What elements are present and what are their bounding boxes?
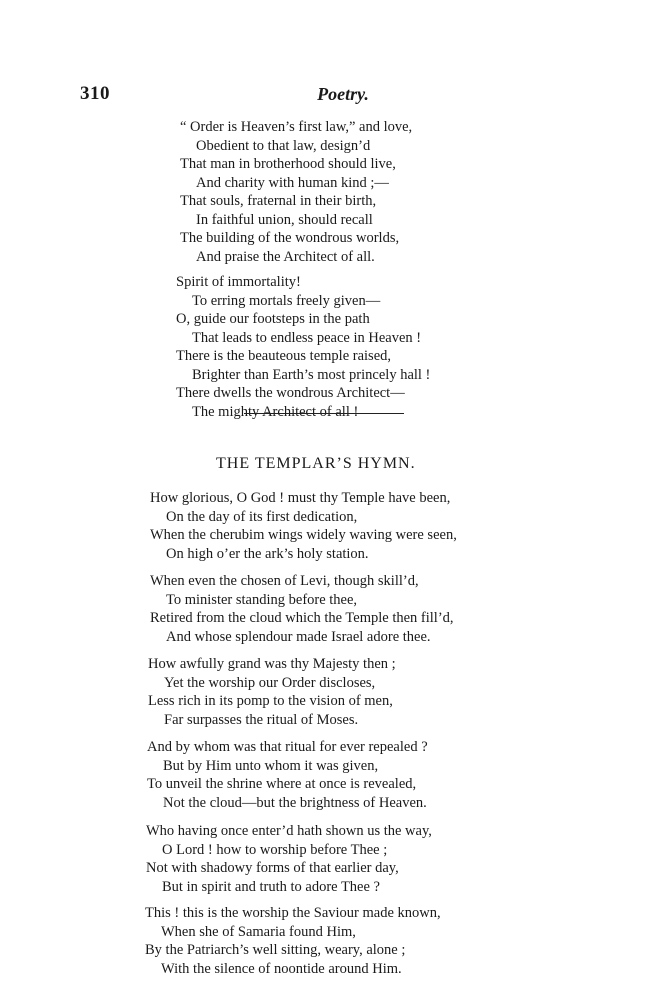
hymn-stanza xyxy=(145,904,441,978)
verse-line: Spirit of immortality! xyxy=(176,274,301,290)
hymn-title: THE TEMPLAR’S HYMN. xyxy=(216,455,416,472)
verse-line: Brighter than Earth’s most princely hall ! xyxy=(192,366,431,383)
verse-line: “ Order is Heaven’s first law,” and love, xyxy=(180,119,413,135)
verse-line: On the day of its first dedication, xyxy=(166,508,358,525)
verse-line: There dwells the wondrous Architect— xyxy=(176,385,405,401)
verse-line: That leads to endless peace in Heaven ! xyxy=(192,329,422,346)
page-number: 310 xyxy=(80,83,110,104)
verse-line: To unveil the shrine where at once is revealed, xyxy=(147,776,417,792)
verse-line: And praise the Architect of all. xyxy=(196,248,375,265)
verse-line: By the Patriarch’s well sitting, weary, alone ; xyxy=(145,942,406,958)
verse-line: This ! this is the worship the Saviour made known, xyxy=(145,905,441,921)
verse-line: Far surpasses the ritual of Moses. xyxy=(164,711,359,728)
verse-line: O, guide our footsteps in the path xyxy=(176,311,370,327)
verse-line: The mighty Architect of all ! xyxy=(192,403,359,420)
poem-stanza xyxy=(180,118,412,266)
section-divider xyxy=(244,413,404,414)
verse-line: O Lord ! how to worship before Thee ; xyxy=(162,841,388,858)
verse-line: When the cherubim wings widely waving were seen, xyxy=(150,527,457,543)
verse-line: The building of the wondrous worlds, xyxy=(180,230,400,246)
verse-line: On high o’er the ark’s holy station. xyxy=(166,545,369,562)
verse-line: Not the cloud—but the brightness of Heaven. xyxy=(163,794,427,811)
poem-stanza xyxy=(176,273,430,421)
verse-line: To minister standing before thee, xyxy=(166,591,358,608)
verse-line: There is the beauteous temple raised, xyxy=(176,348,392,364)
verse-line: But in spirit and truth to adore Thee ? xyxy=(162,878,380,895)
hymn-stanza xyxy=(146,822,432,896)
verse-line: And by whom was that ritual for ever repealed ? xyxy=(147,739,428,755)
verse-line: And whose splendour made Israel adore thee. xyxy=(166,628,431,645)
hymn-stanza xyxy=(147,738,428,812)
verse-line: When even the chosen of Levi, though skill’d, xyxy=(150,573,419,589)
verse-line: But by Him unto whom it was given, xyxy=(163,757,379,774)
verse-line: When she of Samaria found Him, xyxy=(161,923,356,940)
verse-line: In faithful union, should recall xyxy=(196,211,373,228)
verse-line: Retired from the cloud which the Temple then fill’d, xyxy=(150,610,454,626)
verse-line: Who having once enter’d hath shown us the way, xyxy=(146,823,432,839)
hymn-stanza xyxy=(148,655,396,729)
hymn-stanza xyxy=(150,572,454,646)
verse-line: Less rich in its pomp to the vision of men, xyxy=(148,693,393,709)
verse-line: Yet the worship our Order discloses, xyxy=(164,674,376,691)
verse-line: Obedient to that law, design’d xyxy=(196,137,371,154)
verse-line: That souls, fraternal in their birth, xyxy=(180,193,377,209)
verse-line: To erring mortals freely given— xyxy=(192,292,381,309)
running-title: Poetry. xyxy=(317,84,369,104)
verse-line: Not with shadowy forms of that earlier day, xyxy=(146,860,399,876)
verse-line: How glorious, O God ! must thy Temple have been, xyxy=(150,490,451,506)
hymn-stanza xyxy=(150,489,457,563)
verse-line: And charity with human kind ;— xyxy=(196,174,389,191)
verse-line: With the silence of noontide around Him. xyxy=(161,960,402,977)
verse-line: That man in brotherhood should live, xyxy=(180,156,396,172)
verse-line: How awfully grand was thy Majesty then ; xyxy=(148,656,396,672)
